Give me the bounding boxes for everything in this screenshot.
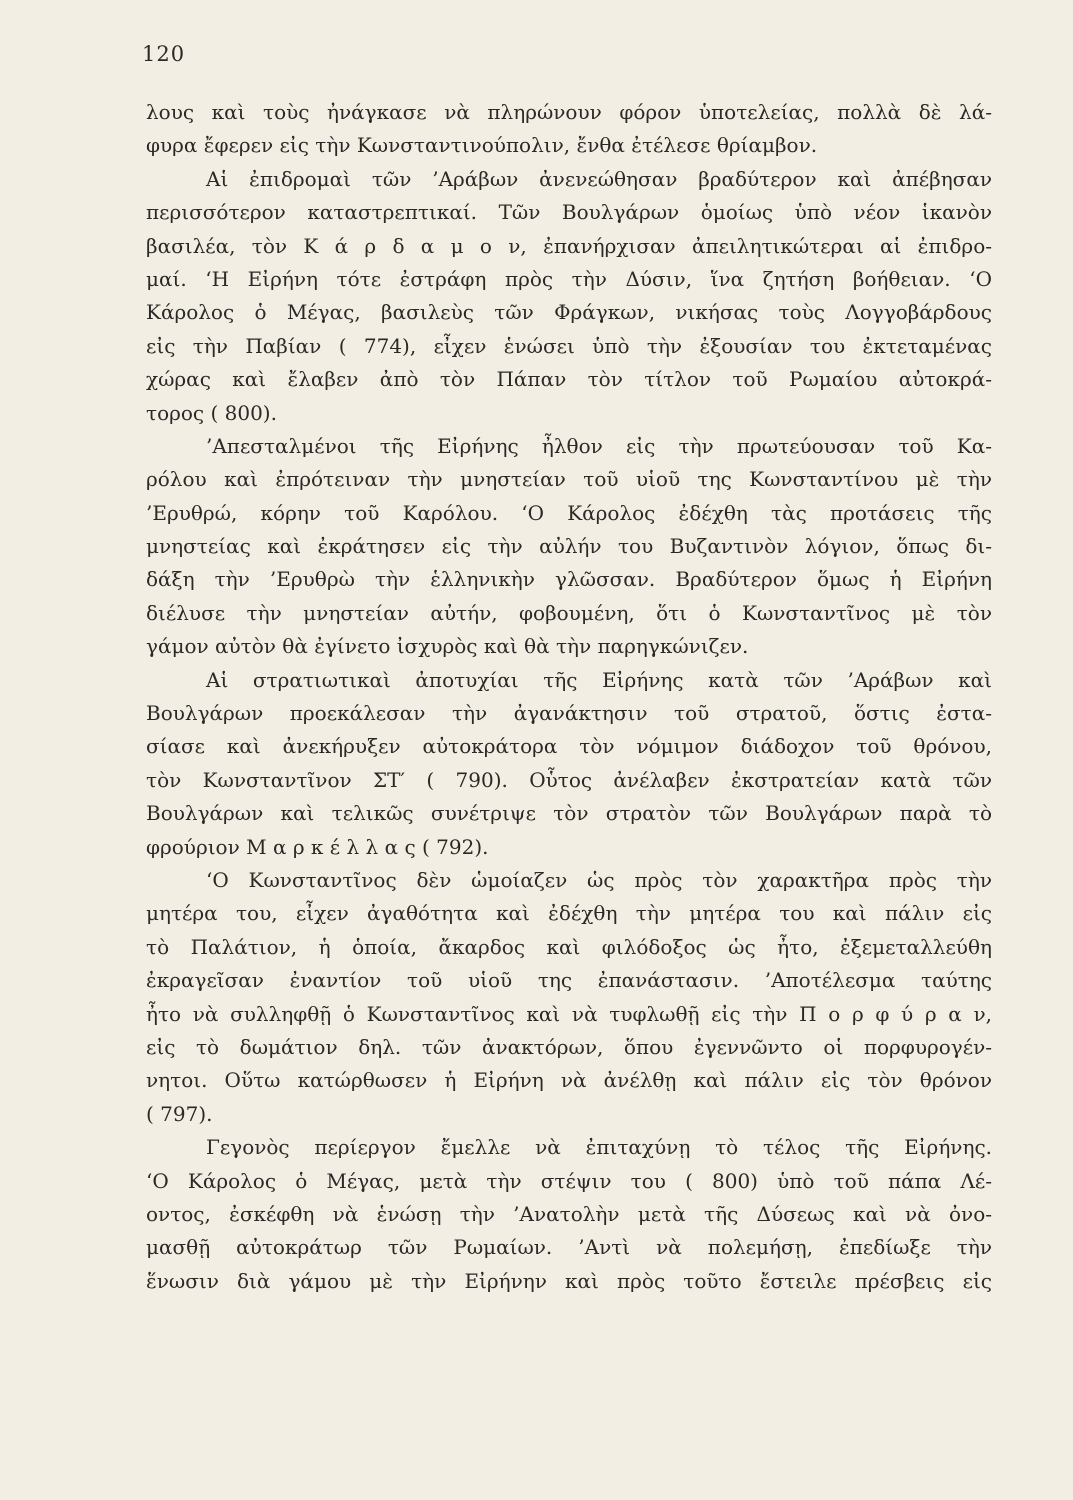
text-line: βασιλέα, τὸν Κ ά ρ δ α μ ο ν, ἐπανήρχισαν ἀπειλητικώτεραι αἱ ἐπιδρο-	[146, 233, 992, 258]
text-line: τὸ Παλάτιον, ἡ ὁποία, ἄκαρδος καὶ φιλόδοξος ὡς ἦτο, ἐξεμεταλλεύθη	[146, 934, 992, 959]
text-line: φρούριον Μ α ρ κ έ λ λ α ς ( 792).	[146, 834, 489, 859]
text-line: Αἱ στρατιωτικαὶ ἀποτυχίαι τῆς Εἰρήνης κατὰ τῶν ’Αράβων καὶ	[206, 667, 992, 692]
text-line: δάξη τὴν ’Ερυθρὼ τὴν ἑλληνικὴν γλῶσσαν. Βραδύτερον ὅμως ἡ Εἰρήνη	[146, 567, 992, 592]
text-line: τορος ( 800).	[146, 400, 277, 425]
text-line: ἕνωσιν διὰ γάμου μὲ τὴν Εἰρήνην καὶ πρὸς τοῦτο ἔστειλε πρέσβεις εἰς	[146, 1268, 992, 1293]
text-line: Βουλγάρων προεκάλεσαν τὴν ἀγανάκτησιν τοῦ στρατοῦ, ὅστις ἐστα-	[146, 701, 992, 726]
text-line: σίασε καὶ ἀνεκήρυξεν αὐτοκράτορα τὸν νόμιμον διάδοχον τοῦ θρόνου,	[146, 734, 992, 759]
text-line: Βουλγάρων καὶ τελικῶς συνέτριψε τὸν στρατὸν τῶν Βουλγάρων παρὰ τὸ	[146, 801, 992, 826]
text-line: ’Απεσταλμένοι τῆς Εἰρήνης ἦλθον εἰς τὴν πρωτεύουσαν τοῦ Κα-	[206, 433, 992, 458]
text-line: εἰς τὸ δωμάτιον δηλ. τῶν ἀνακτόρων, ὅπου ἐγεννῶντο οἱ πορφυρογέν-	[146, 1034, 992, 1059]
text-line: γάμον αὐτὸν θὰ ἐγίνετο ἰσχυρὸς καὶ θὰ τὴν παρηγκώνιζεν.	[146, 634, 749, 659]
text-line: Αἱ ἐπιδρομαὶ τῶν ’Αράβων ἀνενεώθησαν βραδύτερον καὶ ἀπέβησαν	[206, 166, 992, 191]
text-line: ’Ερυθρώ, κόρην τοῦ Καρόλου. ‘Ο Κάρολος ἐδέχθη τὰς προτάσεις τῆς	[146, 500, 992, 525]
body-text	[146, 96, 992, 1298]
text-line: λους καὶ τοὺς ἠνάγκασε νὰ πληρώνουν φόρον ὑποτελείας, πολλὰ δὲ λά-	[146, 100, 992, 124]
text-line: μασθῇ αὐτοκράτωρ τῶν Ρωμαίων. ’Αντὶ νὰ πολεμήσῃ, ἐπεδίωξε τὴν	[146, 1235, 992, 1260]
text-line: ( 797).	[146, 1101, 213, 1126]
page-number: 120	[142, 42, 186, 66]
text-line: φυρα ἔφερεν εἰς τὴν Κωνσταντινούπολιν, ἔνθα ἐτέλεσε θρίαμβον.	[146, 133, 818, 158]
text-line: ρόλου καὶ ἐπρότειναν τὴν μνηστείαν τοῦ υἱοῦ της Κωνσταντίνου μὲ τὴν	[146, 467, 992, 492]
text-line: ‘Ο Κωνσταντῖνος δὲν ὡμοίαζεν ὡς πρὸς τὸν χαρακτῆρα πρὸς τὴν	[206, 867, 992, 892]
text-line: ἦτο νὰ συλληφθῇ ὁ Κωνσταντῖνος καὶ νὰ τυφλωθῇ εἰς τὴν Π ο ρ φ ύ ρ α ν,	[146, 1001, 992, 1026]
text-line: ἐκραγεῖσαν ἐναντίον τοῦ υἱοῦ της ἐπανάστασιν. ’Αποτέλεσμα ταύτης	[146, 968, 992, 993]
text-line: Γεγονὸς περίεργον ἔμελλε νὰ ἐπιταχύνῃ τὸ τέλος τῆς Εἰρήνης.	[206, 1135, 992, 1160]
text-line: νητοι. Οὕτω κατώρθωσεν ἡ Εἰρήνη νὰ ἀνέλθῃ καὶ πάλιν εἰς τὸν θρόνον	[146, 1068, 992, 1093]
text-line: περισσότερον καταστρεπτικαί. Τῶν Βουλγάρων ὁμοίως ὑπὸ νέον ἱκανὸν	[146, 200, 992, 225]
text-line: οντος, ἐσκέφθη νὰ ἑνώσῃ τὴν ’Ανατολὴν μετὰ τῆς Δύσεως καὶ νὰ ὀνο-	[146, 1201, 992, 1226]
text-line: ‘Ο Κάρολος ὁ Μέγας, μετὰ τὴν στέψιν του ( 800) ὑπὸ τοῦ πάπα Λέ-	[146, 1168, 992, 1193]
text-line: μνηστείας καὶ ἐκράτησεν εἰς τὴν αὐλήν του Βυζαντινὸν λόγιον, ὅπως δι-	[146, 534, 992, 559]
text-line: χώρας καὶ ἔλαβεν ἀπὸ τὸν Πάπαν τὸν τίτλον τοῦ Ρωμαίου αὐτοκρά-	[146, 367, 992, 392]
text-line: Κάρολος ὁ Μέγας, βασιλεὺς τῶν Φράγκων, νικήσας τοὺς Λογγοβάρδους	[146, 300, 992, 325]
text-line: μητέρα του, εἶχεν ἀγαθότητα καὶ ἐδέχθη τὴν μητέρα του καὶ πάλιν εἰς	[146, 901, 992, 926]
text-line: διέλυσε τὴν μνηστείαν αὐτήν, φοβουμένη, ὅτι ὁ Κωνσταντῖνος μὲ τὸν	[146, 600, 992, 625]
text-line: εἰς τὴν Παβίαν ( 774), εἶχεν ἑνώσει ὑπὸ τὴν ἐξουσίαν του ἐκτεταμένας	[146, 333, 992, 358]
text-line: μαί. ‘Η Εἰρήνη τότε ἐστράφη πρὸς τὴν Δύσιν, ἵνα ζητήση βοήθειαν. ‘Ο	[146, 266, 992, 291]
text-line: τὸν Κωνσταντῖνον ΣΤ′ ( 790). Οὗτος ἀνέλαβεν ἐκστρατείαν κατὰ τῶν	[146, 767, 992, 792]
